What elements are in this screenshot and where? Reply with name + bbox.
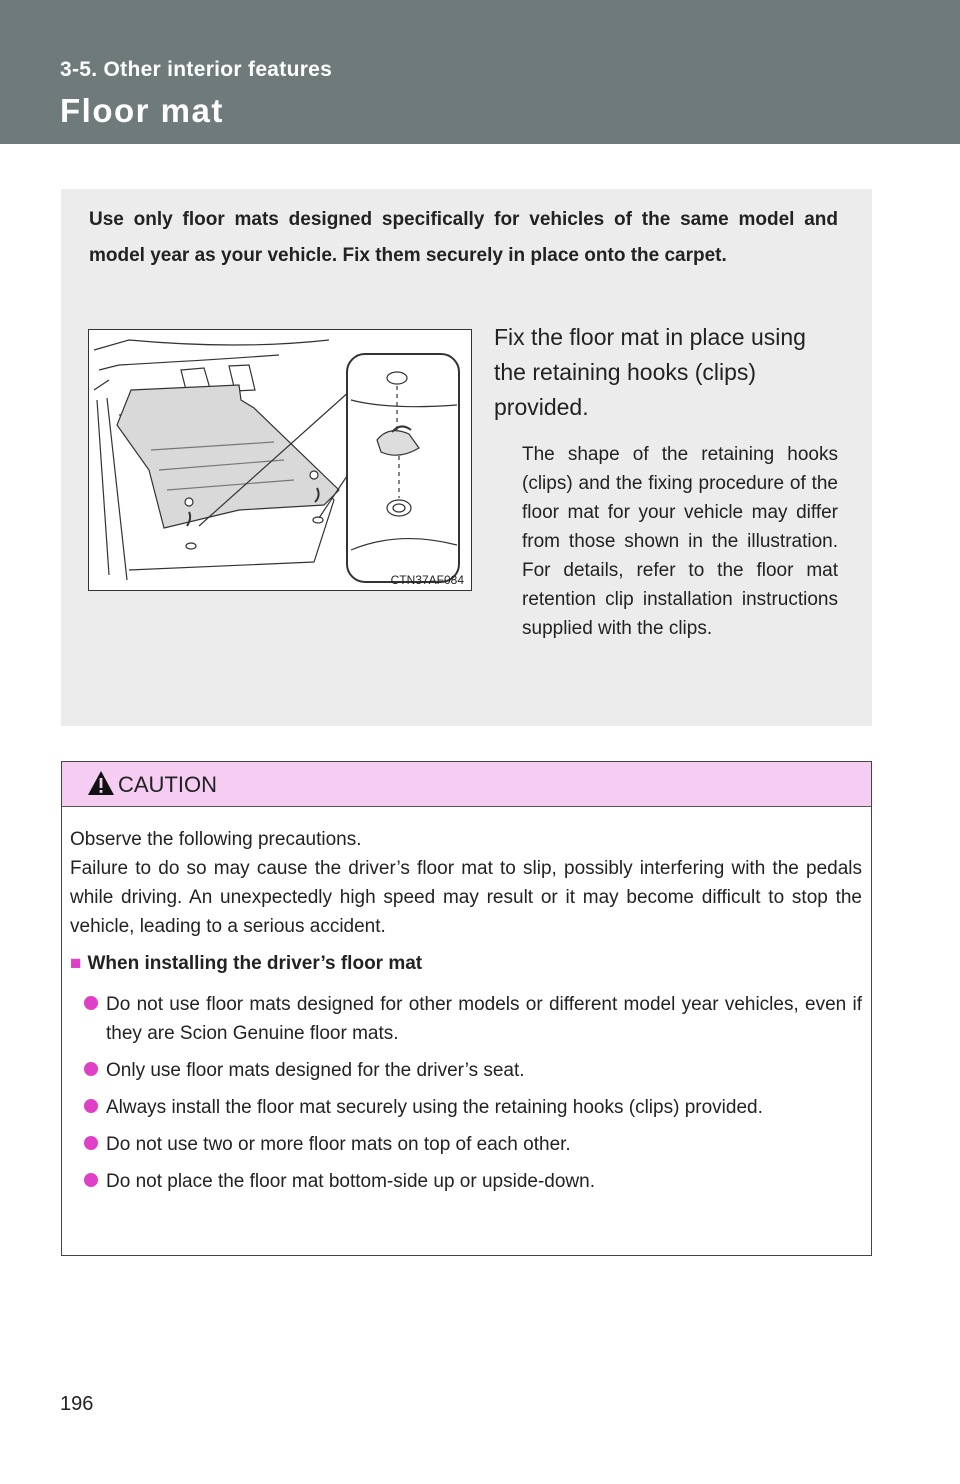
caution-paragraph: Failure to do so may cause the driver’s floor mat to slip, possibly interfering with the pedals while driving. An unexpectedly high speed may result or it may become difficult to stop the vehicle, leading to a serious accident. bbox=[70, 858, 862, 937]
list-item-text: Always install the floor mat securely using the retaining hooks (clips) provided. bbox=[106, 1097, 763, 1118]
floor-mat-drawing bbox=[89, 330, 473, 592]
list-item bbox=[84, 1056, 862, 1085]
warning-triangle-icon bbox=[87, 770, 115, 796]
list-item bbox=[84, 1167, 862, 1196]
square-bullet-icon: ■ bbox=[70, 953, 82, 974]
list-item bbox=[84, 1130, 862, 1159]
list-item bbox=[84, 1093, 862, 1122]
caution-subheading-text: When installing the driver’s floor mat bbox=[87, 953, 423, 974]
figure-code: CTN37AF084 bbox=[390, 573, 464, 587]
intro-text: Use only floor mats designed specifically for vehicles of the same model and model year as your vehicle. Fix them securely in place onto the carpet. bbox=[89, 209, 838, 266]
list-item-text: Only use floor mats designed for the driver’s seat. bbox=[106, 1060, 525, 1081]
note-text: The shape of the retaining hooks (clips) and the fixing procedure of the floor mat for your vehicle may differ from those shown in the illustration. For details, refer to the floor mat retention clip installation instructions supplied with the clips. bbox=[522, 444, 838, 639]
page-title: Floor mat bbox=[60, 92, 224, 129]
page-number: 196 bbox=[60, 1393, 94, 1415]
caution-body bbox=[70, 825, 862, 941]
list-item-text: Do not place the floor mat bottom-side up or upside-down. bbox=[106, 1171, 595, 1192]
floor-mat-illustration bbox=[88, 329, 472, 591]
caution-header bbox=[62, 762, 871, 807]
page-header bbox=[0, 0, 960, 144]
caution-paragraph: Observe the following precautions. bbox=[70, 829, 362, 850]
lead-text: Fix the floor mat in place using the retaining hooks (clips) provided. bbox=[494, 324, 806, 420]
list-item bbox=[84, 990, 862, 1048]
list-item-text: Do not use floor mats designed for other models or different model year vehicles, even if they are Scion Genuine floor mats. bbox=[106, 994, 862, 1044]
list-item-text: Do not use two or more floor mats on top of each other. bbox=[106, 1134, 571, 1155]
caution-bullet-list bbox=[84, 990, 862, 1204]
section-label: 3-5. Other interior features bbox=[60, 58, 333, 81]
caution-subheading bbox=[70, 953, 422, 975]
round-bullet-icon bbox=[84, 996, 98, 1010]
caution-title: CAUTION bbox=[118, 772, 217, 797]
round-bullet-icon bbox=[84, 1099, 98, 1113]
round-bullet-icon bbox=[84, 1136, 98, 1150]
round-bullet-icon bbox=[84, 1062, 98, 1076]
round-bullet-icon bbox=[84, 1173, 98, 1187]
